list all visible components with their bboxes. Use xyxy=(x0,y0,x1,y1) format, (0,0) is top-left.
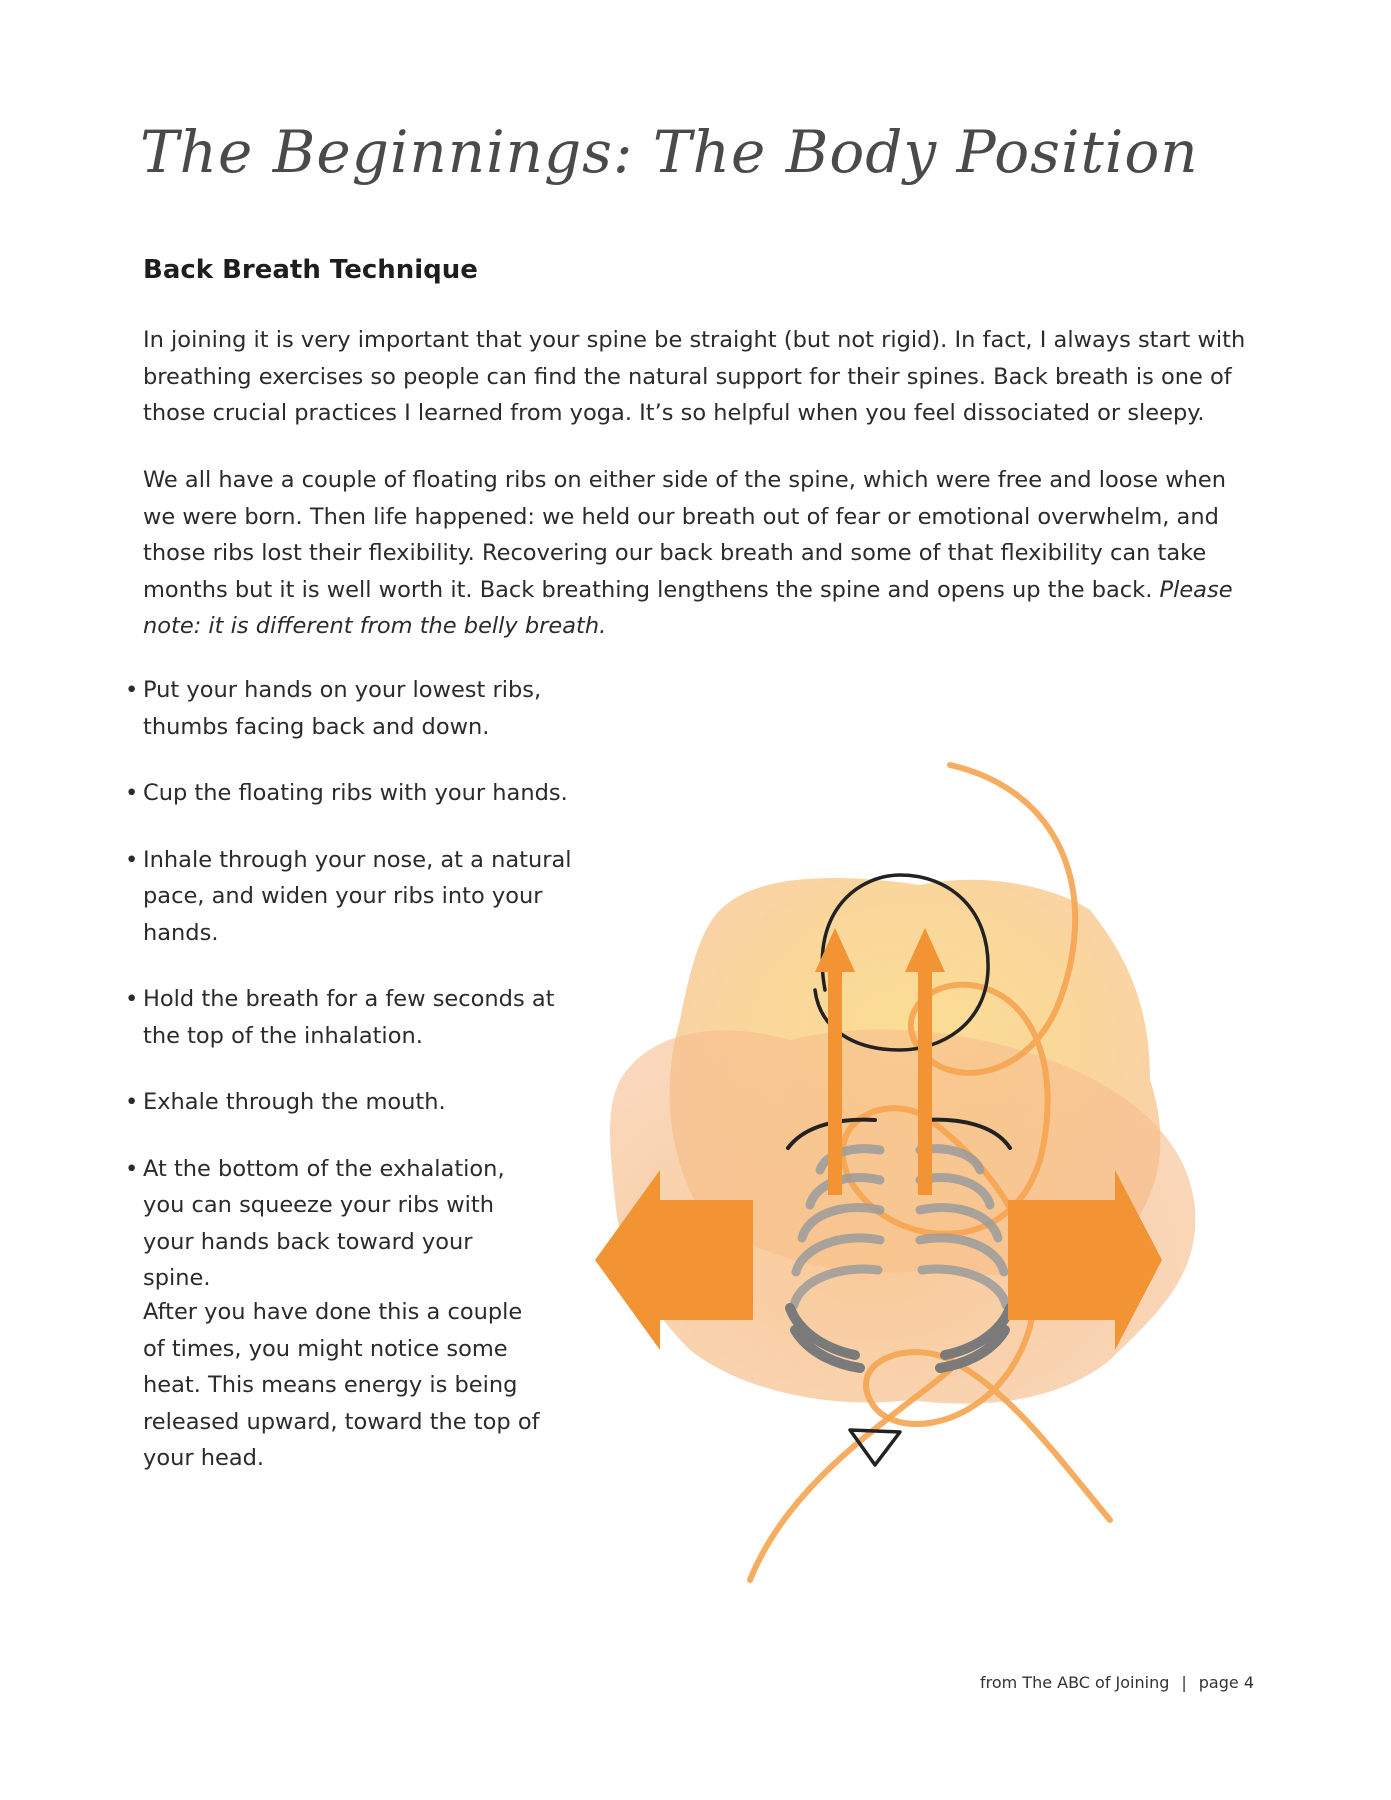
step-item: • At the bottom of the exhalation, you can squeeze your ribs with your hands back toward your spine. xyxy=(125,1151,513,1297)
page-title: The Beginnings: The Body Position xyxy=(140,118,1199,186)
page-footer xyxy=(980,1673,1254,1692)
page-number: page 4 xyxy=(1198,1673,1254,1692)
footer-source: from The ABC of Joining xyxy=(979,1673,1170,1692)
back-breath-illustration xyxy=(590,760,1240,1590)
footer-separator: | xyxy=(1181,1673,1187,1692)
step-item: • Inhale through your nose, at a natural pace, and widen your ribs into your hands. xyxy=(125,842,583,952)
belly-breath-note: Please note: it is different from the belly breath. xyxy=(143,576,1233,639)
floating-ribs-paragraph xyxy=(143,462,1253,645)
steps-list xyxy=(125,672,595,1327)
section-heading: Back Breath Technique xyxy=(143,255,478,285)
triangle-mark xyxy=(850,1430,900,1465)
step-item: • Cup the floating ribs with your hands. xyxy=(125,775,603,812)
intro-paragraph: In joining it is very important that your spine be straight (but not rigid). In fact, I always start with breathing exercises so people can find the natural support for their spines. Back breath is one of those crucial practices I learned from yoga. It’s so helpful when you feel dissociated or sleepy. xyxy=(143,327,1246,426)
step-item: • Put your hands on your lowest ribs, thumbs facing back and down. xyxy=(125,672,595,745)
step-item: • Hold the breath for a few seconds at the top of the inhalation. xyxy=(125,981,563,1054)
after-paragraph: After you have done this a couple of times, you might notice some heat. This means energy is being released upward, toward the top of your head. xyxy=(143,1299,540,1471)
step-item: • Exhale through the mouth. xyxy=(125,1084,583,1121)
floating-ribs-text: We all have a couple of floating ribs on either side of the spine, which were free and loose when we were born. Then life happened: we held our breath out of fear or emotional overwhelm, and those ribs lost their flexibility. Recovering our back breath and some of that flexibility can take months but it is well worth it. Back breathing lengthens the spine and opens up the back. xyxy=(143,467,1226,603)
